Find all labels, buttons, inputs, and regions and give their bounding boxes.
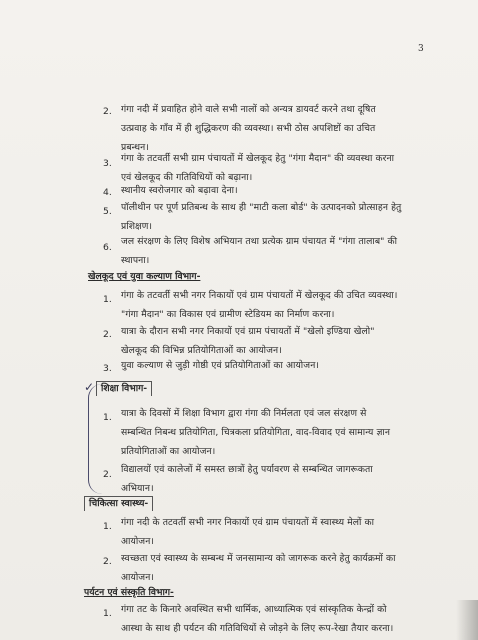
list-item [121, 549, 396, 587]
list-item-line: यात्रा के दिवसों में शिक्षा विभाग द्वारा गंगा की निर्मलता एवं जल संरक्षण से [121, 408, 367, 419]
list-number: 6. [103, 242, 112, 253]
list-item-line: स्थानीय स्वरोजगार को बढ़ावा देना। [121, 185, 238, 196]
section-heading-sports: खेलकूद एवं युवा कल्याण विभाग- [88, 271, 201, 282]
list-number: 2. [103, 329, 112, 340]
list-item-line: अभियान। [121, 483, 154, 494]
list-item [121, 286, 397, 324]
list-item-line: गंगा नदी के तटवर्ती सभी नगर निकायों एवं ग्राम पंचायतों में स्वास्थ्य मेलों का [121, 517, 375, 528]
list-item [121, 404, 390, 461]
list-item-line: प्रतियोगिताओं का आयोजन। [121, 446, 216, 457]
list-item [121, 460, 373, 498]
list-number: 1. [103, 521, 112, 532]
list-number: 2. [103, 469, 112, 480]
list-item-line: खेलकूद की विभिन्न प्रतियोगिताओं का आयोजन। [121, 345, 282, 356]
list-number: 1. [103, 412, 112, 423]
list-item-line: युवा कल्याण से जुड़ी गोष्ठी एवं प्रतियोगिताओं का आयोजन। [121, 360, 319, 371]
page-edge-shadow [456, 600, 478, 640]
list-item-line: विद्यालयों एवं कालेजों में समस्त छात्रों हेतु पर्यावरण से सम्बन्धित जागरूकता [121, 464, 373, 475]
list-item [121, 322, 375, 360]
list-item-line: सम्बन्धित निबन्ध प्रतियोगिता, चित्रकला प्रतियोगिता, वाद-विवाद एवं सामान्य ज्ञान [121, 427, 391, 438]
list-item [121, 198, 401, 236]
list-number: 5. [103, 206, 112, 217]
list-number: 2. [103, 106, 112, 117]
list-item-line: आयोजन। [121, 572, 154, 583]
section-heading-education: शिक्षा विभाग- [96, 381, 152, 396]
list-item-line: प्रबन्धन। [121, 142, 149, 153]
section-heading-health: चिकित्सा स्वास्थ्य- [84, 496, 153, 511]
list-item [121, 600, 393, 638]
list-number: 4. [103, 187, 112, 198]
page-number: 3 [418, 44, 424, 54]
list-item-line: गंगा के तटवर्ती सभी नगर निकायों एवं ग्राम पंचायतों में खेलकूद की उचित व्यवस्था। [121, 290, 398, 301]
section-heading-tourism: पर्यटन एवं संस्कृति विभाग- [84, 587, 174, 598]
tick-mark-icon: ✓ [84, 380, 95, 394]
list-item-line: उत्प्रवाह के गाँव में ही शुद्धिकरण की व्यवस्था। सभी ठोस अपशिष्टों का उचित [121, 123, 376, 134]
brace-mark [88, 384, 103, 494]
list-item-line: स्थापना। [121, 255, 150, 266]
list-item-line: आयोजन। [121, 536, 154, 547]
list-number: 1. [103, 608, 112, 619]
list-item-line: पॉलीथीन पर पूर्ण प्रतिबन्ध के साथ ही "माटी कला बोर्ड" के उत्पादनको प्रोत्साहन हेतु [121, 202, 402, 213]
list-item-line: आस्था के साथ ही पर्यटन की गतिविधियों से जोड़ने के लिए रूप-रेखा तैयार करना। [121, 623, 394, 634]
list-item-line: एवं खेलकूद की गतिविधियों को बढ़ाना। [121, 172, 253, 183]
list-item-line: गंगा के तटवर्ती सभी ग्राम पंचायतों में खेलकूद हेतु "गंगा मैदान" की व्यवस्था करना [121, 153, 395, 164]
list-item-line: गंगा तट के किनारे अवस्थित सभी धार्मिक, आध्यात्मिक एवं सांस्कृतिक केन्द्रों को [121, 604, 387, 615]
list-item-line: गंगा नदी में प्रवाहित होने वाले सभी नालों को अन्यत्र डायवर्ट करने तथा दूषित [121, 104, 376, 115]
list-number: 1. [103, 294, 112, 305]
list-item-line: यात्रा के दौरान सभी नगर निकायों एवं ग्राम पंचायतों में "खेलो इण्डिया खेलो" [121, 326, 375, 337]
list-number: 2. [103, 556, 112, 567]
list-item-line: "गंगा मैदान" का विकास एवं ग्रामीण स्टेडियम का निर्माण करना। [121, 309, 335, 320]
list-number: 3. [103, 363, 112, 374]
list-item-line: प्रशिक्षण। [121, 221, 153, 232]
list-item [121, 356, 319, 375]
list-item-line: जल संरक्षण के लिए विशेष अभियान तथा प्रत्येक ग्राम पंचायत में "गंगा तालाब" की [121, 236, 398, 247]
list-number: 3. [103, 158, 112, 169]
list-item [121, 232, 397, 270]
list-item-line: स्वच्छता एवं स्वास्थ्य के सम्बन्ध में जनसामान्य को जागरूक करने हेतु कार्यक्रमों का [121, 553, 396, 564]
list-item [121, 513, 374, 551]
